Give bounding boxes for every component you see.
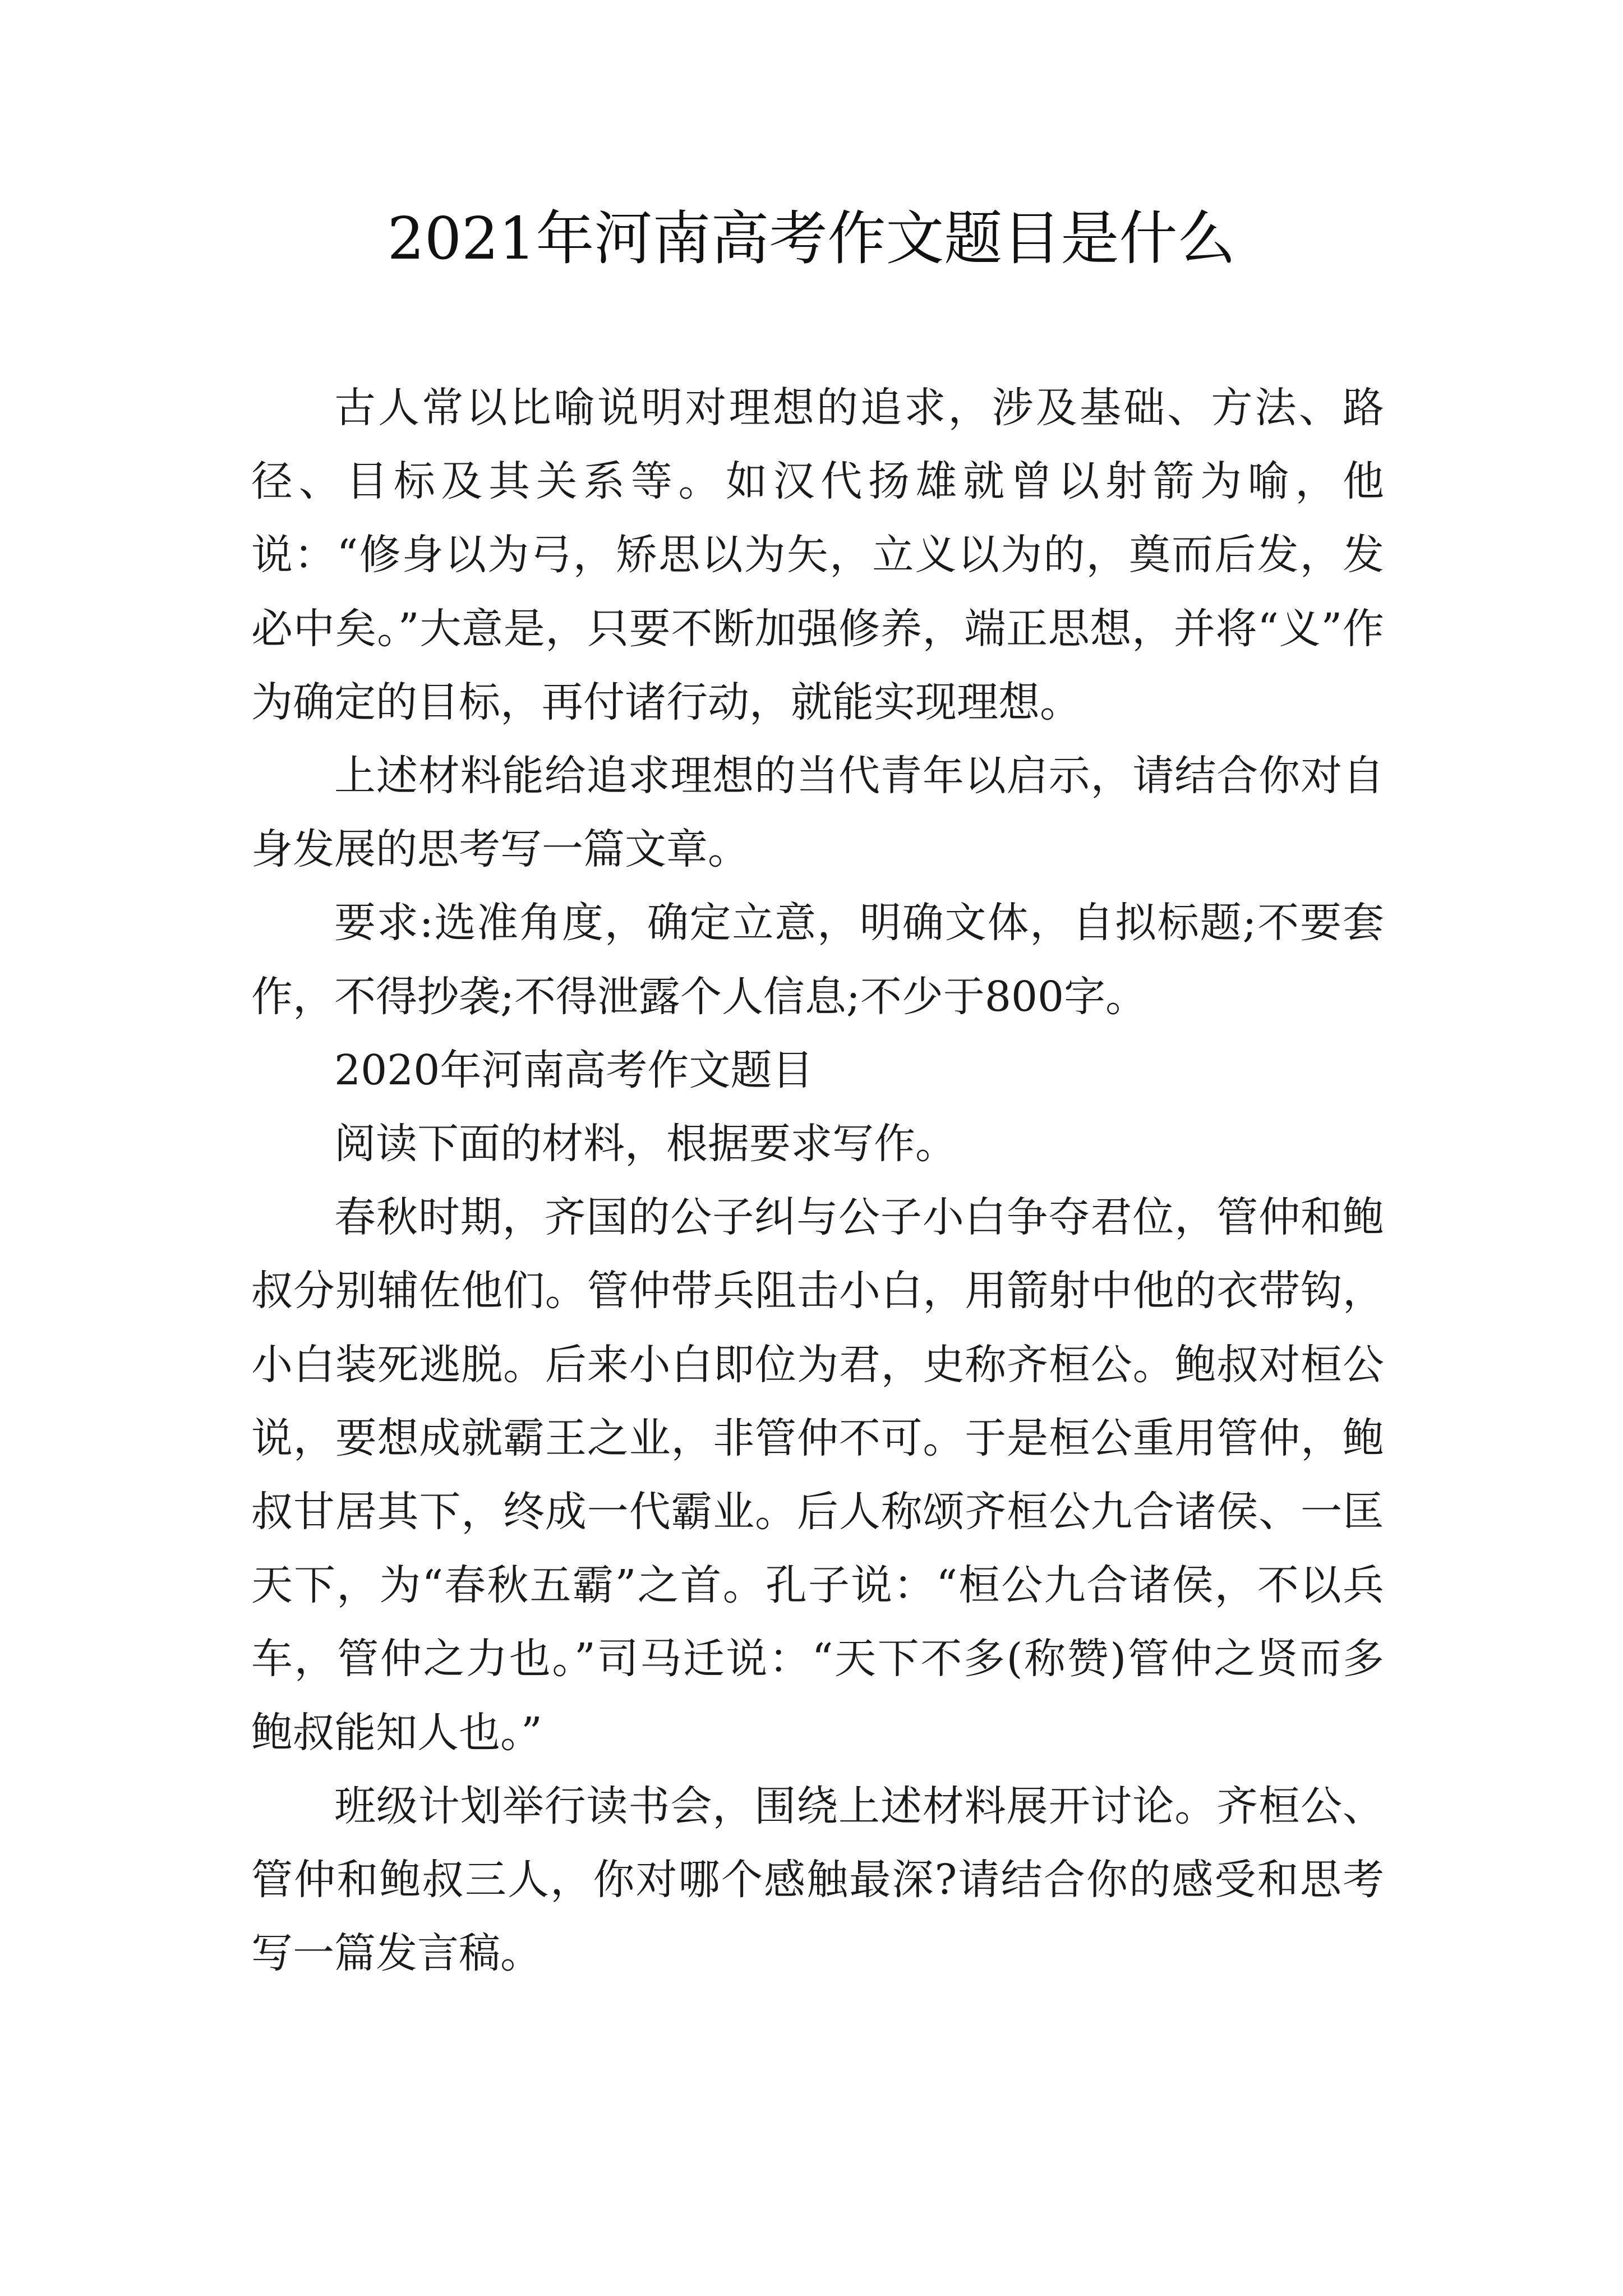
paragraph-assignment: 班级计划举行读书会，围绕上述材料展开讨论。齐桓公、管仲和鲍叔三人，你对哪个感触最深?请结合你的感受和思考写一篇发言稿。 [251, 1782, 1384, 1978]
paragraph-instruction: 阅读下面的材料，根据要求写作。 [334, 1120, 957, 1168]
document-body [251, 371, 1384, 1990]
paragraph-requirements: 要求:选准角度，确定立意，明确文体，自拟标题;不要套作，不得抄袭;不得泄露个人信息;不少于800字。 [251, 899, 1384, 1021]
paragraph-material-intro: 古人常以比喻说明对理想的追求，涉及基础、方法、路径、目标及其关系等。如汉代扬雄就曾以射箭为喻，他说：“修身以为弓，矫思以为矢，立义以为的，奠而后发，发必中矣。”大意是，只要不断加强修养，端正思想，并将“义”作为确定的目标，再付诸行动，就能实现理想。 [251, 384, 1384, 726]
document-title: 2021年河南高考作文题目是什么 [387, 204, 1236, 273]
paragraph-story: 春秋时期，齐国的公子纠与公子小白争夺君位，管仲和鲍叔分别辅佐他们。管仲带兵阻击小白，用箭射中他的衣带钩，小白装死逃脱。后来小白即位为君，史称齐桓公。鲍叔对桓公说，要想成就霸王之业，非管仲不可。于是桓公重用管仲，鲍叔甘居其下，终成一代霸业。后人称颂齐桓公九合诸侯、一匡天下，为“春秋五霸”之首。孔子说：“桓公九合诸侯，不以兵车，管仲之力也。”司马迁说：“天下不多(称赞)管仲之贤而多鲍叔能知人也。” [251, 1193, 1384, 1757]
paragraph-task: 上述材料能给追求理想的当代青年以启示，请结合你对自身发展的思考写一篇文章。 [251, 752, 1384, 874]
section-heading-2020: 2020年河南高考作文题目 [334, 1046, 814, 1094]
